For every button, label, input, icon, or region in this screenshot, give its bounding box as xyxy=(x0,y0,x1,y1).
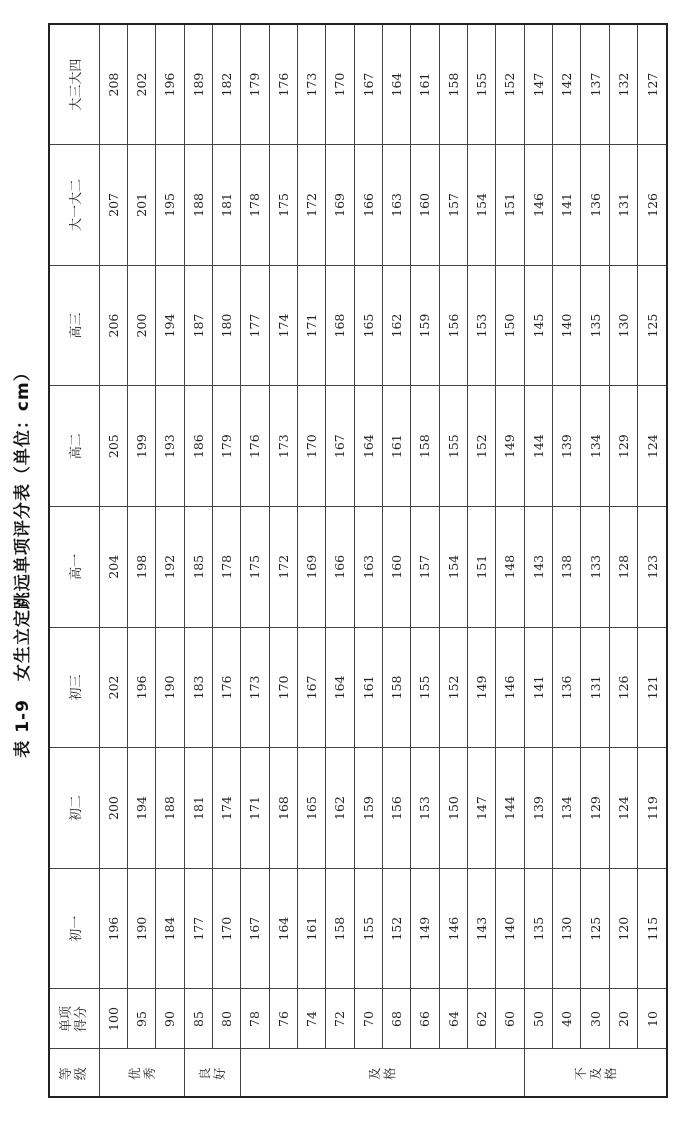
value-cell: 195 xyxy=(156,145,184,266)
value-cell: 160 xyxy=(382,507,410,628)
value-cell: 148 xyxy=(496,507,524,628)
column-header: 高二 xyxy=(49,386,99,507)
value-cell: 140 xyxy=(553,265,581,386)
table-row xyxy=(496,24,524,1097)
value-cell: 177 xyxy=(184,868,212,989)
value-cell: 125 xyxy=(638,265,667,386)
table-body xyxy=(99,24,667,1097)
value-cell: 170 xyxy=(326,24,354,145)
value-cell: 124 xyxy=(638,386,667,507)
page-title: 表 1-9 女生立定跳远单项评分表（单位：cm） xyxy=(12,363,33,758)
value-cell: 179 xyxy=(212,386,240,507)
value-cell: 188 xyxy=(184,145,212,266)
table-row xyxy=(354,24,382,1097)
value-cell: 190 xyxy=(156,627,184,748)
value-cell: 157 xyxy=(439,145,467,266)
table-row xyxy=(297,24,325,1097)
value-cell: 126 xyxy=(638,145,667,266)
grade-cell-fail: 不 及 格 xyxy=(524,1049,667,1097)
value-cell: 157 xyxy=(411,507,439,628)
value-cell: 153 xyxy=(467,265,495,386)
value-cell: 187 xyxy=(184,265,212,386)
grade-cell-pass: 及 格 xyxy=(241,1049,524,1097)
value-cell: 149 xyxy=(411,868,439,989)
column-header: 高三 xyxy=(49,265,99,386)
value-cell: 189 xyxy=(184,24,212,145)
value-cell: 123 xyxy=(638,507,667,628)
score-cell: 78 xyxy=(241,989,269,1049)
score-cell: 68 xyxy=(382,989,410,1049)
value-cell: 145 xyxy=(524,265,552,386)
value-cell: 133 xyxy=(581,507,609,628)
value-cell: 169 xyxy=(297,507,325,628)
value-cell: 167 xyxy=(354,24,382,145)
value-cell: 152 xyxy=(439,627,467,748)
score-cell: 10 xyxy=(638,989,667,1049)
value-cell: 202 xyxy=(127,24,155,145)
value-cell: 158 xyxy=(439,24,467,145)
value-cell: 200 xyxy=(127,265,155,386)
score-cell: 20 xyxy=(609,989,637,1049)
table-row xyxy=(212,24,240,1097)
value-cell: 147 xyxy=(524,24,552,145)
value-cell: 176 xyxy=(269,24,297,145)
value-cell: 139 xyxy=(524,748,552,869)
value-cell: 159 xyxy=(411,265,439,386)
value-cell: 208 xyxy=(99,24,127,145)
value-cell: 156 xyxy=(382,748,410,869)
value-cell: 129 xyxy=(581,748,609,869)
value-cell: 155 xyxy=(467,24,495,145)
score-cell: 50 xyxy=(524,989,552,1049)
value-cell: 141 xyxy=(524,627,552,748)
value-cell: 194 xyxy=(127,748,155,869)
table-row xyxy=(609,24,637,1097)
table-row xyxy=(524,24,552,1097)
table-row xyxy=(156,24,184,1097)
value-cell: 171 xyxy=(297,265,325,386)
column-header: 大三大四 xyxy=(49,24,99,145)
column-header: 高一 xyxy=(49,507,99,628)
value-cell: 136 xyxy=(581,145,609,266)
value-cell: 150 xyxy=(496,265,524,386)
value-cell: 170 xyxy=(297,386,325,507)
value-cell: 174 xyxy=(269,265,297,386)
value-cell: 134 xyxy=(581,386,609,507)
value-cell: 190 xyxy=(127,868,155,989)
value-cell: 136 xyxy=(553,627,581,748)
value-cell: 206 xyxy=(99,265,127,386)
grade-cell-excellent: 优 秀 xyxy=(99,1049,184,1097)
value-cell: 151 xyxy=(467,507,495,628)
value-cell: 130 xyxy=(609,265,637,386)
value-cell: 159 xyxy=(354,748,382,869)
table-row xyxy=(99,24,127,1097)
value-cell: 183 xyxy=(184,627,212,748)
score-cell: 95 xyxy=(127,989,155,1049)
value-cell: 173 xyxy=(297,24,325,145)
score-cell: 66 xyxy=(411,989,439,1049)
value-cell: 165 xyxy=(297,748,325,869)
value-cell: 152 xyxy=(382,868,410,989)
value-cell: 196 xyxy=(156,24,184,145)
score-cell: 85 xyxy=(184,989,212,1049)
value-cell: 160 xyxy=(411,145,439,266)
table-row xyxy=(439,24,467,1097)
value-cell: 164 xyxy=(354,386,382,507)
value-cell: 126 xyxy=(609,627,637,748)
value-cell: 196 xyxy=(127,627,155,748)
value-cell: 167 xyxy=(297,627,325,748)
score-cell: 40 xyxy=(553,989,581,1049)
value-cell: 142 xyxy=(553,24,581,145)
value-cell: 154 xyxy=(467,145,495,266)
value-cell: 180 xyxy=(212,265,240,386)
value-cell: 115 xyxy=(638,868,667,989)
value-cell: 156 xyxy=(439,265,467,386)
value-cell: 149 xyxy=(467,627,495,748)
score-cell: 100 xyxy=(99,989,127,1049)
grade-header: 等 级 xyxy=(49,1049,99,1097)
column-header: 初一 xyxy=(49,868,99,989)
table-row xyxy=(553,24,581,1097)
value-cell: 152 xyxy=(496,24,524,145)
value-cell: 161 xyxy=(354,627,382,748)
score-cell: 72 xyxy=(326,989,354,1049)
value-cell: 168 xyxy=(269,748,297,869)
value-cell: 155 xyxy=(354,868,382,989)
table-row xyxy=(269,24,297,1097)
value-cell: 172 xyxy=(269,507,297,628)
value-cell: 146 xyxy=(524,145,552,266)
value-cell: 161 xyxy=(382,386,410,507)
value-cell: 202 xyxy=(99,627,127,748)
value-cell: 174 xyxy=(212,748,240,869)
score-cell: 30 xyxy=(581,989,609,1049)
value-cell: 146 xyxy=(439,868,467,989)
value-cell: 161 xyxy=(411,24,439,145)
value-cell: 158 xyxy=(411,386,439,507)
score-table xyxy=(48,23,668,1098)
value-cell: 194 xyxy=(156,265,184,386)
value-cell: 162 xyxy=(326,748,354,869)
value-cell: 185 xyxy=(184,507,212,628)
score-cell: 76 xyxy=(269,989,297,1049)
value-cell: 170 xyxy=(212,868,240,989)
value-cell: 155 xyxy=(411,627,439,748)
column-header: 初三 xyxy=(49,627,99,748)
value-cell: 163 xyxy=(354,507,382,628)
table-row xyxy=(326,24,354,1097)
value-cell: 178 xyxy=(241,145,269,266)
value-cell: 181 xyxy=(212,145,240,266)
value-cell: 158 xyxy=(326,868,354,989)
value-cell: 164 xyxy=(382,24,410,145)
value-cell: 193 xyxy=(156,386,184,507)
value-cell: 132 xyxy=(609,24,637,145)
table-row xyxy=(127,24,155,1097)
table-row xyxy=(411,24,439,1097)
table-row xyxy=(382,24,410,1097)
value-cell: 137 xyxy=(581,24,609,145)
value-cell: 164 xyxy=(326,627,354,748)
value-cell: 181 xyxy=(184,748,212,869)
value-cell: 173 xyxy=(241,627,269,748)
value-cell: 130 xyxy=(553,868,581,989)
column-header: 大一大二 xyxy=(49,145,99,266)
value-cell: 144 xyxy=(524,386,552,507)
score-cell: 74 xyxy=(297,989,325,1049)
value-cell: 204 xyxy=(99,507,127,628)
value-cell: 128 xyxy=(609,507,637,628)
value-cell: 173 xyxy=(269,386,297,507)
value-cell: 161 xyxy=(297,868,325,989)
value-cell: 192 xyxy=(156,507,184,628)
value-cell: 182 xyxy=(212,24,240,145)
value-cell: 131 xyxy=(609,145,637,266)
score-cell: 60 xyxy=(496,989,524,1049)
value-cell: 119 xyxy=(638,748,667,869)
value-cell: 198 xyxy=(127,507,155,628)
grade-cell-good: 良 好 xyxy=(184,1049,241,1097)
table-row xyxy=(241,24,269,1097)
value-cell: 154 xyxy=(439,507,467,628)
value-cell: 158 xyxy=(382,627,410,748)
value-cell: 143 xyxy=(524,507,552,628)
value-cell: 207 xyxy=(99,145,127,266)
value-cell: 170 xyxy=(269,627,297,748)
value-cell: 188 xyxy=(156,748,184,869)
value-cell: 179 xyxy=(241,24,269,145)
value-cell: 178 xyxy=(212,507,240,628)
value-cell: 135 xyxy=(524,868,552,989)
value-cell: 147 xyxy=(467,748,495,869)
value-cell: 129 xyxy=(609,386,637,507)
score-cell: 64 xyxy=(439,989,467,1049)
value-cell: 205 xyxy=(99,386,127,507)
value-cell: 141 xyxy=(553,145,581,266)
value-cell: 152 xyxy=(467,386,495,507)
value-cell: 138 xyxy=(553,507,581,628)
value-cell: 163 xyxy=(382,145,410,266)
value-cell: 151 xyxy=(496,145,524,266)
value-cell: 150 xyxy=(439,748,467,869)
value-cell: 139 xyxy=(553,386,581,507)
value-cell: 169 xyxy=(326,145,354,266)
value-cell: 177 xyxy=(241,265,269,386)
table-row xyxy=(581,24,609,1097)
score-cell: 90 xyxy=(156,989,184,1049)
column-header: 初二 xyxy=(49,748,99,869)
value-cell: 153 xyxy=(411,748,439,869)
value-cell: 120 xyxy=(609,868,637,989)
value-cell: 135 xyxy=(581,265,609,386)
value-cell: 200 xyxy=(99,748,127,869)
value-cell: 144 xyxy=(496,748,524,869)
value-cell: 127 xyxy=(638,24,667,145)
table-row xyxy=(638,24,667,1097)
value-cell: 196 xyxy=(99,868,127,989)
value-cell: 143 xyxy=(467,868,495,989)
value-cell: 166 xyxy=(326,507,354,628)
rotated-table-wrapper xyxy=(48,23,668,1098)
value-cell: 201 xyxy=(127,145,155,266)
value-cell: 121 xyxy=(638,627,667,748)
value-cell: 184 xyxy=(156,868,184,989)
table-row xyxy=(467,24,495,1097)
value-cell: 176 xyxy=(241,386,269,507)
value-cell: 162 xyxy=(382,265,410,386)
value-cell: 171 xyxy=(241,748,269,869)
table-row xyxy=(184,24,212,1097)
score-cell: 80 xyxy=(212,989,240,1049)
value-cell: 131 xyxy=(581,627,609,748)
value-cell: 124 xyxy=(609,748,637,869)
value-cell: 172 xyxy=(297,145,325,266)
score-header: 单项 得分 xyxy=(49,989,99,1049)
value-cell: 155 xyxy=(439,386,467,507)
value-cell: 134 xyxy=(553,748,581,869)
value-cell: 149 xyxy=(496,386,524,507)
value-cell: 175 xyxy=(269,145,297,266)
value-cell: 146 xyxy=(496,627,524,748)
value-cell: 167 xyxy=(241,868,269,989)
value-cell: 199 xyxy=(127,386,155,507)
value-cell: 165 xyxy=(354,265,382,386)
score-cell: 70 xyxy=(354,989,382,1049)
value-cell: 176 xyxy=(212,627,240,748)
value-cell: 167 xyxy=(326,386,354,507)
score-cell: 62 xyxy=(467,989,495,1049)
value-cell: 175 xyxy=(241,507,269,628)
value-cell: 166 xyxy=(354,145,382,266)
value-cell: 164 xyxy=(269,868,297,989)
value-cell: 168 xyxy=(326,265,354,386)
value-cell: 125 xyxy=(581,868,609,989)
value-cell: 140 xyxy=(496,868,524,989)
value-cell: 186 xyxy=(184,386,212,507)
header-row xyxy=(49,24,99,1097)
